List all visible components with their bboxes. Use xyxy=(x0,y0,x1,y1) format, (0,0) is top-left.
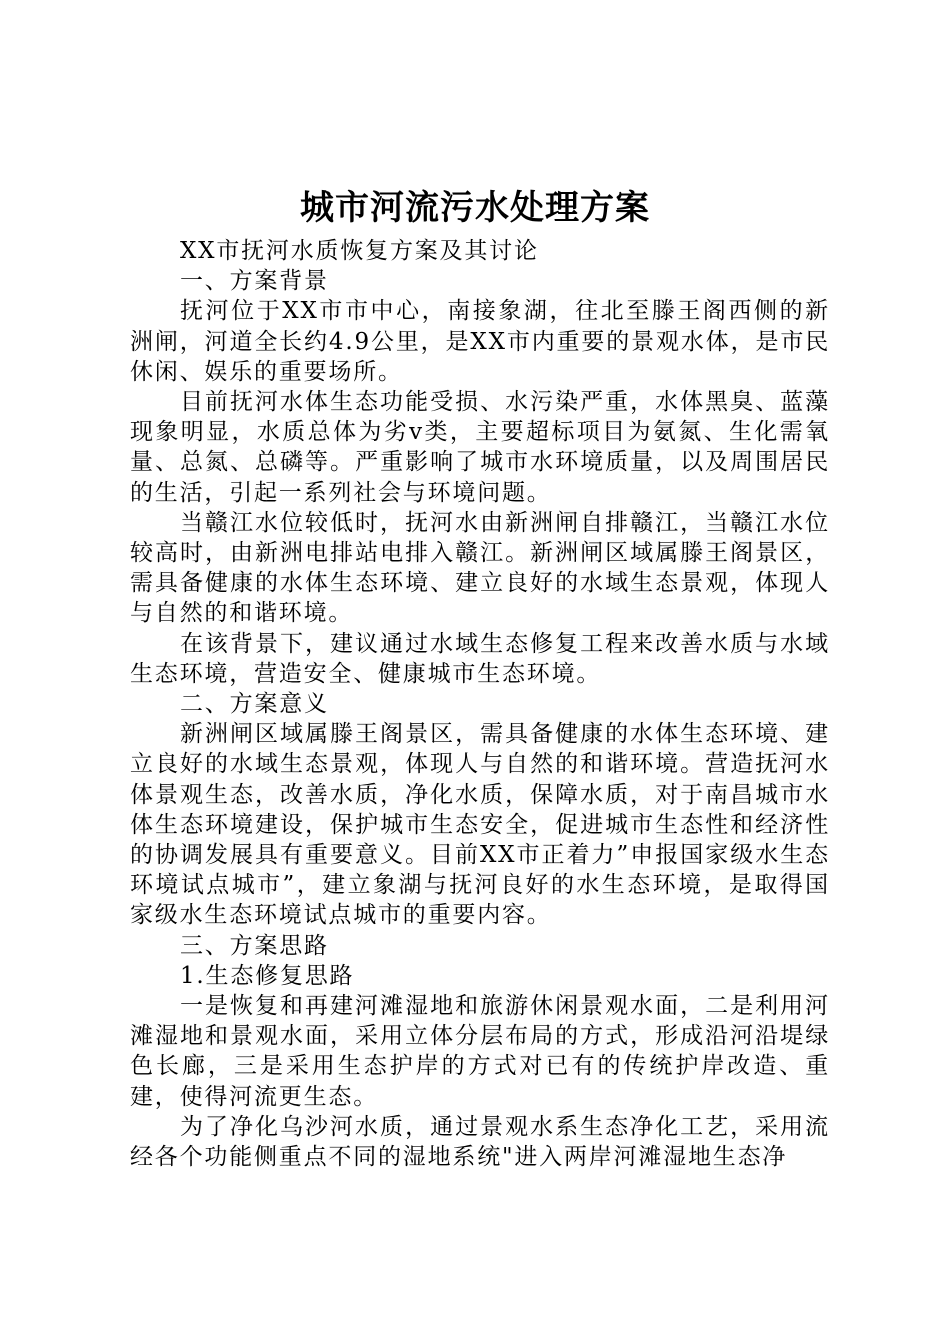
body-paragraph: 为了净化乌沙河水质，通过景观水系生态净化工艺，采用流经各个功能侧重点不同的湿地系统"进入两岸河滩湿地生态净 xyxy=(130,1113,830,1171)
section-heading-approach: 三、方案思路 xyxy=(180,932,329,959)
body-paragraph: 目前抚河水体生态功能受损、水污染严重，水体黑臭、蓝藻现象明显，水质总体为劣v类，主要超标项目为氨氮、生化需氧量、总氮、总磷等。严重影响了城市水环境质量，以及周围居民的生活，引起一系列社会与环境问题。 xyxy=(130,389,830,506)
body-paragraph: 抚河位于XX市市中心，南接象湖，往北至滕王阁西侧的新洲闸，河道全长约4.9公里，是XX市内重要的景观水体，是市民休闲、娱乐的重要场所。 xyxy=(130,298,830,385)
subtitle-paragraph: XX市抚河水质恢复方案及其讨论 xyxy=(180,238,539,264)
body-paragraph: 当赣江水位较低时，抚河水由新洲闸自排赣江，当赣江水位较高时，由新洲电排站电排入赣江。新洲闸区域属滕王阁景区，需具备健康的水体生态环境、建立良好的水域生态景观，体现人与自然的和谐环境。 xyxy=(130,509,830,627)
section-heading-significance: 二、方案意义 xyxy=(180,691,329,718)
body-paragraph: 新洲闸区域属滕王阁景区，需具备健康的水体生态环境、建立良好的水域生态景观，体现人与自然的和谐环境。营造抚河水体景观生态，改善水质，净化水质，保障水质，对于南昌城市水体生态环境建设，保护城市生态安全，促进城市生态性和经济性的协调发展具有重要意义。目前XX市正着力”申报国家级水生态环境试点城市”，建立象湖与抚河良好的水生态环境，是取得国家级水生态环境试点城市的重要内容。 xyxy=(130,721,830,929)
document-title: 城市河流污水处理方案 xyxy=(300,188,650,228)
section-heading-background: 一、方案背景 xyxy=(180,268,329,295)
body-paragraph: 在该背景下，建议通过水域生态修复工程来改善水质与水域生态环境，营造安全、健康城市生态环境。 xyxy=(130,630,830,687)
body-paragraph: 一是恢复和再建河滩湿地和旅游休闲景观水面，二是利用河滩湿地和景观水面，采用立体分层布局的方式，形成沿河沿堤绿色长廊，三是采用生态护岸的方式对已有的传统护岸改造、重建，使得河流更生态。 xyxy=(130,993,830,1110)
subsection-heading-restoration: 1.生态修复思路 xyxy=(180,962,355,989)
document-body xyxy=(130,236,830,1172)
